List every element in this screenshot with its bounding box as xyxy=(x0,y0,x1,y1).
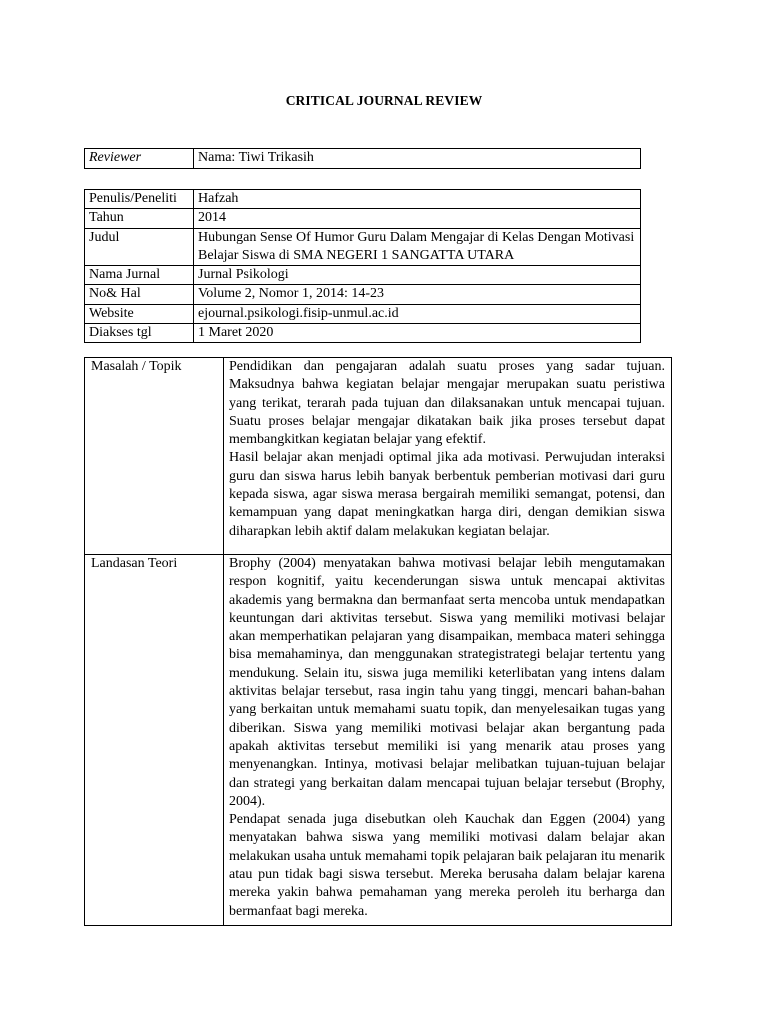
review-text xyxy=(224,358,672,555)
identity-value: Hubungan Sense Of Humor Guru Dalam Mengajar di Kelas Dengan Motivasi Belajar Siswa di SMA NEGERI 1 SANGATTA UTARA xyxy=(194,228,641,266)
review-table xyxy=(84,357,672,926)
identity-value: ejournal.psikologi.fisip-unmul.ac.id xyxy=(194,304,641,323)
identity-label: No& Hal xyxy=(85,285,194,304)
identity-value: 1 Maret 2020 xyxy=(194,324,641,343)
identity-value: Jurnal Psikologi xyxy=(194,266,641,285)
document-title: CRITICAL JOURNAL REVIEW xyxy=(285,93,483,108)
identity-label: Diakses tgl xyxy=(85,324,194,343)
identity-row xyxy=(85,285,641,304)
identity-row xyxy=(85,190,641,209)
identity-label: Judul xyxy=(85,228,194,266)
identity-row xyxy=(85,209,641,228)
reviewer-label: Reviewer xyxy=(85,149,194,169)
review-row-masalah xyxy=(85,358,672,555)
identity-label: Nama Jurnal xyxy=(85,266,194,285)
review-paragraph: Pendidikan dan pengajaran adalah suatu proses yang sadar tujuan. Maksudnya bahwa kegiatan belajar mengajar merupakan suatu peristiwa yang terikat, terarah pada tujuan dan dilaksanakan untuk mencapai tujuan. Suatu proses belajar mengajar dikatakan baik jika proses tersebut dapat membangkitkan kegiatan belajar yang efektif. xyxy=(229,359,665,448)
review-label: Landasan Teori xyxy=(85,555,224,926)
reviewer-value: Nama: Tiwi Trikasih xyxy=(194,149,641,169)
reviewer-table xyxy=(84,148,641,169)
identity-value: 2014 xyxy=(194,209,641,228)
identity-row xyxy=(85,266,641,285)
identity-value: Volume 2, Nomor 1, 2014: 14-23 xyxy=(194,285,641,304)
identity-value: Hafzah xyxy=(194,190,641,209)
identity-label: Tahun xyxy=(85,209,194,228)
identity-row xyxy=(85,304,641,323)
review-paragraph: Brophy (2004) menyatakan bahwa motivasi belajar lebih mengutamakan respon kognitif, yaitu kecenderungan siswa untuk mencapai aktivitas akademis yang bermakna dan bermanfaat serta mencoba untuk mendapatkan keuntungan dari aktivitas tersebut. Siswa yang memiliki motivasi belajar akan memperhatikan pelajaran yang disampaikan, membaca materi sehingga bisa memahaminya, dan menggunakan strategistrategi belajar tertentu yang mendukung. Selain itu, siswa juga memiliki keterlibatan yang intens dalam aktivitas belajar tersebut, rasa ingin tahu yang tinggi, mencari bahan-bahan yang berkaitan untuk memahami suatu topik, dan menyelesaikan tugas yang diberikan. Siswa yang memiliki motivasi belajar akan bergantung pada apakah aktivitas tersebut memiliki isi yang menarik atau proses yang menyenangkan. Intinya, motivasi belajar melibatkan tujuan-tujuan belajar dan strategi yang berkaitan dalam mencapai tujuan belajar tersebut (Brophy, 2004). xyxy=(229,556,665,809)
identity-label: Website xyxy=(85,304,194,323)
identity-label: Penulis/Peneliti xyxy=(85,190,194,209)
review-row-landasan xyxy=(85,555,672,926)
identity-row xyxy=(85,324,641,343)
journal-identity-table xyxy=(84,189,641,343)
review-paragraph: Pendapat senada juga disebutkan oleh Kauchak dan Eggen (2004) yang menyatakan bahwa siswa yang memiliki motivasi dalam belajar akan melakukan usaha untuk memahami topik pelajaran baik pelajaran itu menarik atau pun tidak bagi siswa tersebut. Mereka berusaha dalam belajar karena mereka yakin bahwa pemahaman yang mereka peroleh itu berharga dan bermanfaat bagi mereka. xyxy=(229,812,665,919)
identity-row xyxy=(85,228,641,266)
review-label: Masalah / Topik xyxy=(85,358,224,555)
reviewer-row xyxy=(85,149,641,169)
review-text xyxy=(224,555,672,926)
review-paragraph: Hasil belajar akan menjadi optimal jika ada motivasi. Perwujudan interaksi guru dan siswa harus lebih banyak berbentuk pemberian motivasi dari guru kepada siswa, agar siswa merasa bergairah memiliki semangat, potensi, dan kemampuan yang dapat meningkatkan harga diri, dengan demikian siswa diharapkan lebih aktif dalam melakukan kegiatan belajar. xyxy=(229,450,665,539)
